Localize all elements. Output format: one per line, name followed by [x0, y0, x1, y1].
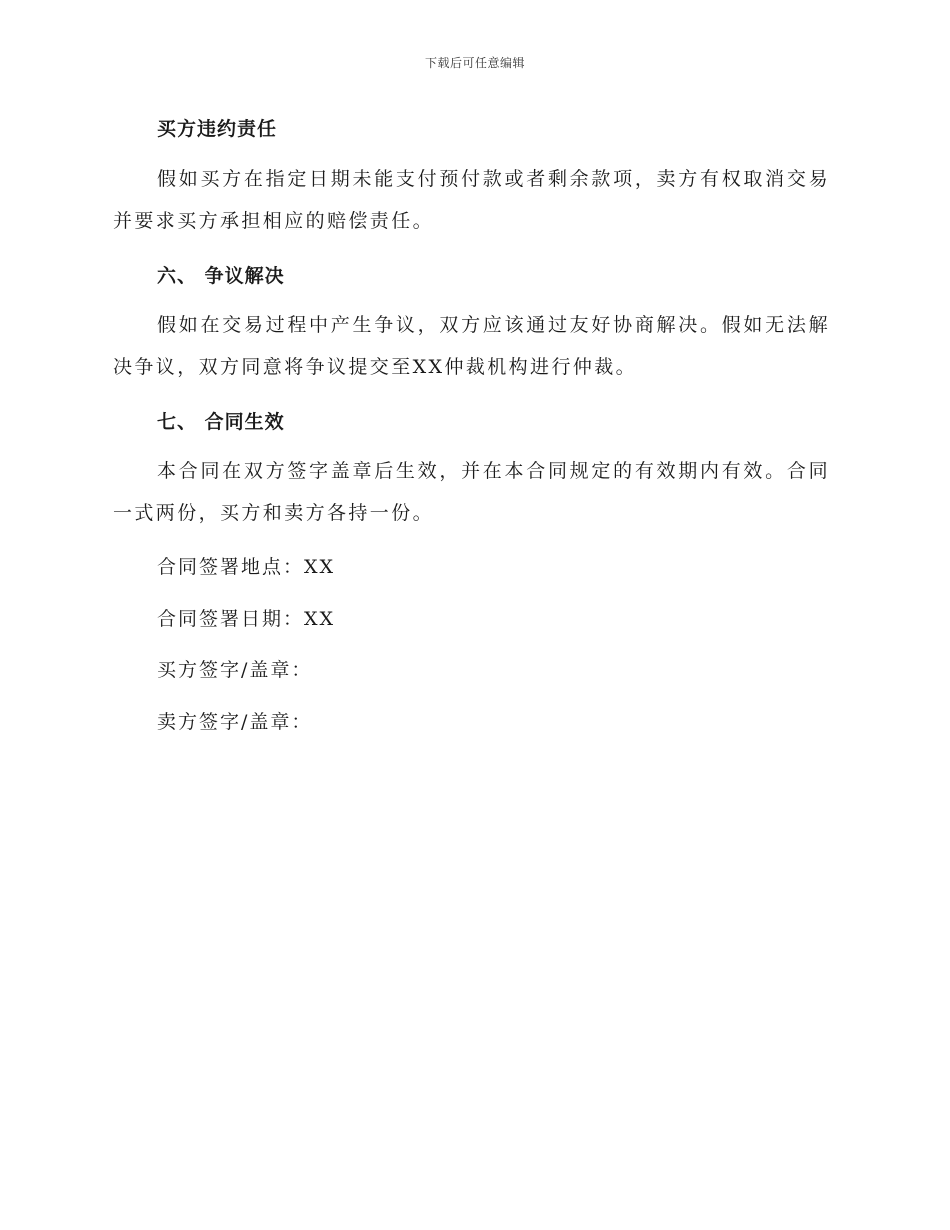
paragraph-buyer-breach: 假如买方在指定日期未能支付预付款或者剩余款项，卖方有权取消交易并要求买方承担相应的赔偿责任。	[113, 168, 830, 232]
page-header: 下载后可任意编辑	[424, 56, 525, 70]
paragraph-effect: 本合同在双方签字盖章后生效，并在本合同规定的有效期内有效。合同一式两份，买方和卖方各持一份。	[113, 460, 830, 524]
section-heading-buyer-breach: 买方违约责任	[157, 118, 278, 140]
signing-date: 合同签署日期：XX	[157, 608, 336, 630]
section-heading-dispute: 六、 争议解决	[157, 265, 285, 287]
section-heading-effect: 七、 合同生效	[157, 411, 285, 433]
paragraph-dispute: 假如在交易过程中产生争议，双方应该通过友好协商解决。假如无法解决争议，双方同意将争议提交至XX仲裁机构进行仲裁。	[113, 314, 830, 378]
signing-place: 合同签署地点：XX	[157, 556, 336, 578]
seller-signature-line: 卖方签字/盖章：	[157, 711, 313, 733]
buyer-signature-line: 买方签字/盖章：	[157, 659, 313, 681]
